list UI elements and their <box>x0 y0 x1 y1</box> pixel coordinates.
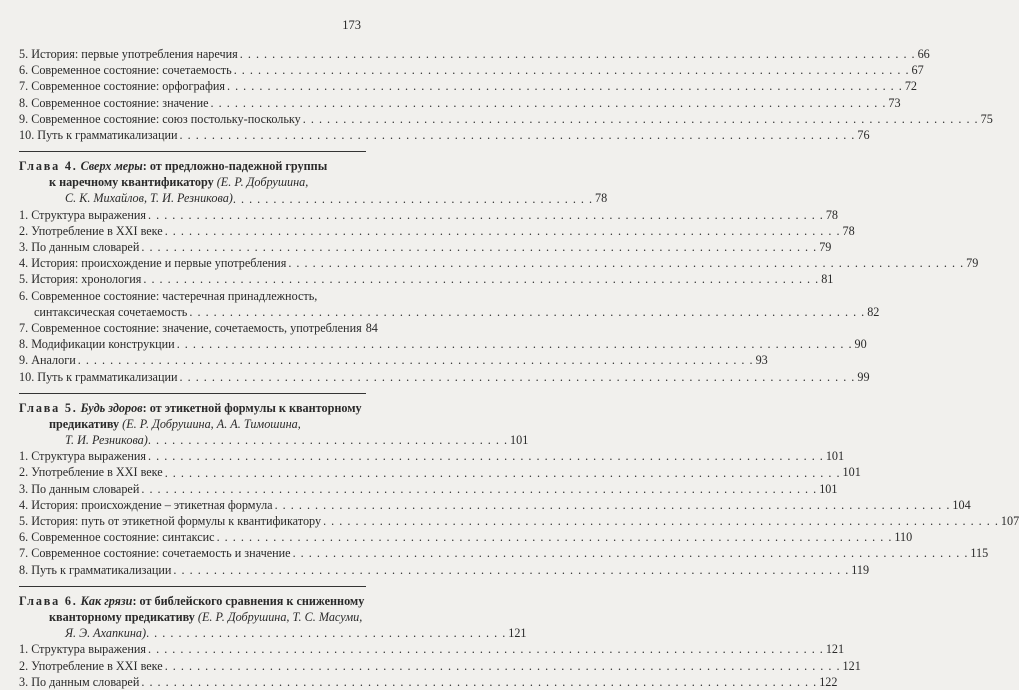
dot-leader <box>234 62 910 78</box>
toc-entry-label: 9. Современное состояние: союз постольку-поскольку <box>19 111 301 126</box>
toc-entry[interactable] <box>19 111 993 127</box>
toc-entry-label: 1. Структура выражения <box>19 642 146 657</box>
toc-entry-page: 79 <box>966 256 979 271</box>
chapter-authors-continued: С. К. Михайлов, Т. И. Резникова) <box>65 191 233 206</box>
chapter3-tail-section <box>19 46 993 143</box>
toc-entry[interactable] <box>19 497 971 513</box>
toc-entry[interactable] <box>19 78 917 94</box>
toc-entry-label-continued: синтаксическая сочетаемость <box>34 304 188 319</box>
toc-entry-label: 5. История: путь от этикетной формулы к квантификатору <box>19 514 322 529</box>
toc-entry-page: 110 <box>894 530 913 545</box>
chapter-authors: (Е. Р. Добрушина, А. А. Тимошина, <box>122 416 301 431</box>
toc-entry-label: 8. Модификации конструкции <box>19 337 175 352</box>
toc-entry-page: 76 <box>857 127 870 142</box>
toc-entry-label: 9. Аналоги <box>19 353 76 368</box>
chapter-title: Как грязи <box>80 593 133 608</box>
toc-entry[interactable] <box>19 127 870 143</box>
toc-entry-page: 101 <box>825 449 845 464</box>
toc-entry-page: 79 <box>819 240 832 255</box>
toc-entry-label: 5. История: хронология <box>19 272 142 287</box>
toc-entry-page: 101 <box>819 481 838 496</box>
dot-leader <box>303 111 979 127</box>
toc-entry[interactable] <box>19 62 924 78</box>
toc-entry[interactable] <box>19 658 861 674</box>
chapter-subtitle: : от предложно-падежной группы <box>142 159 328 174</box>
toc-entry[interactable] <box>19 369 870 385</box>
dot-leader <box>148 207 824 223</box>
chapter-page: 101 <box>510 433 529 448</box>
chapter-title: Будь здоров <box>80 400 143 415</box>
toc-entry[interactable] <box>19 562 870 578</box>
chapter-title: Сверх меры <box>80 159 143 174</box>
toc-entry-page: 84 <box>365 320 378 335</box>
toc-entry-page: 67 <box>911 63 924 78</box>
toc-entry-page: 81 <box>821 272 834 287</box>
toc-entry-page: 104 <box>952 497 971 512</box>
toc-entry-page: 121 <box>825 642 845 657</box>
toc-entry-label: 6. Современное состояние: сочетаемость <box>19 63 232 78</box>
dot-leader <box>146 625 506 641</box>
dot-leader <box>78 352 754 368</box>
toc-entry-multiline[interactable] <box>19 288 880 320</box>
toc-entry[interactable] <box>19 207 839 223</box>
chapter-authors-continued: Я. Э. Ахапкина) <box>65 626 147 641</box>
toc-entry[interactable] <box>19 674 838 690</box>
dot-leader <box>211 95 887 111</box>
toc-entry[interactable] <box>19 641 845 657</box>
toc-entry-label: 6. Современное состояние: синтаксис <box>19 530 215 545</box>
dot-leader <box>141 239 817 255</box>
toc-entry-page: 73 <box>888 95 901 110</box>
section-divider <box>19 586 366 587</box>
toc-entry[interactable] <box>19 513 1019 529</box>
toc-entry-page: 101 <box>842 465 861 480</box>
dot-leader <box>233 191 593 207</box>
chapter6-heading[interactable] <box>19 593 527 642</box>
toc-entry-page: 121 <box>842 658 861 673</box>
toc-entry-label: 1. Структура выражения <box>19 207 146 222</box>
page-number: 173 <box>342 18 361 32</box>
toc-entry[interactable] <box>19 255 979 271</box>
toc-entry-page: 115 <box>970 546 989 561</box>
dot-leader <box>217 529 893 545</box>
dot-leader <box>148 432 508 448</box>
dot-leader <box>165 223 841 239</box>
chapter-page: 121 <box>508 626 527 641</box>
dot-leader <box>275 497 951 513</box>
chapter4-section <box>19 158 979 385</box>
toc-entry-page: 66 <box>917 46 930 61</box>
dot-leader <box>141 674 817 690</box>
toc-entry-label: 7. Современное состояние: сочетаемость и значение <box>19 546 291 561</box>
chapter-page: 78 <box>595 191 608 206</box>
chapter-prefix: Глава 6. <box>19 593 78 608</box>
toc-entry[interactable] <box>19 529 913 545</box>
dot-leader <box>141 481 817 497</box>
chapter-subtitle-continued: предикативу <box>49 416 120 431</box>
dot-leader <box>165 658 841 674</box>
chapter-subtitle-continued: к наречному квантификатору <box>49 175 214 190</box>
toc-entry[interactable] <box>19 465 861 481</box>
chapter6-section <box>19 593 861 690</box>
chapter-subtitle: : от библейского сравнения к сниженному <box>132 593 365 608</box>
dot-leader <box>240 46 916 62</box>
toc-entry-page: 90 <box>854 337 867 352</box>
toc-entry[interactable] <box>19 545 989 561</box>
chapter5-section <box>19 400 1019 578</box>
dot-leader <box>143 271 819 287</box>
toc-entry[interactable] <box>19 448 845 464</box>
toc-entry-page: 107 <box>1000 514 1019 529</box>
toc-entry-page: 78 <box>825 207 839 222</box>
toc-entry-label: 2. Употребление в XXI веке <box>19 223 163 238</box>
toc-entry-label: 2. Употребление в XXI веке <box>19 465 163 480</box>
section-divider <box>19 151 366 152</box>
table-of-contents <box>19 46 1019 690</box>
toc-entry-label: 7. Современное состояние: орфография <box>19 79 225 94</box>
chapter-authors: (Е. Р. Добрушина, <box>216 175 309 190</box>
toc-entry-label: 7. Современное состояние: значение, сочетаемость, употребления <box>19 320 362 335</box>
section-divider <box>19 393 366 394</box>
chapter-authors: (Е. Р. Добрушина, Т. С. Масуми, <box>197 610 363 624</box>
toc-entry-label: 10. Путь к грамматикализации <box>19 127 178 142</box>
toc-entry[interactable] <box>19 95 901 111</box>
toc-entry-page: 119 <box>851 562 870 577</box>
toc-entry-label: 10. Путь к грамматикализации <box>19 369 178 384</box>
toc-entry[interactable] <box>19 223 855 239</box>
chapter-prefix: Глава 4. <box>19 159 78 174</box>
toc-entry-page: 99 <box>857 369 870 384</box>
chapter5-heading[interactable] <box>19 400 529 449</box>
toc-entry-page: 122 <box>819 674 838 689</box>
toc-entry-label: 4. История: происхождение – этикетная формула <box>19 497 273 512</box>
toc-entry-label: 3. По данным словарей <box>19 240 140 255</box>
toc-entry-label: 8. Путь к грамматикализации <box>19 562 172 577</box>
toc-entry-page: 72 <box>904 79 917 94</box>
chapter-authors-continued: Т. И. Резникова) <box>65 433 148 448</box>
toc-entry[interactable] <box>19 352 768 368</box>
dot-leader <box>173 562 849 578</box>
toc-entry[interactable] <box>19 481 838 497</box>
dot-leader <box>227 78 903 94</box>
toc-entry-label: 5. История: первые употребления наречия <box>19 46 238 61</box>
toc-entry[interactable] <box>19 271 834 287</box>
toc-entry-label: 3. По данным словарей <box>19 674 140 689</box>
toc-entry[interactable] <box>19 336 867 352</box>
toc-entry[interactable] <box>19 320 378 336</box>
dot-leader <box>165 465 841 481</box>
dot-leader <box>323 513 999 529</box>
toc-entry-label: 6. Современное состояние: частеречная принадлежность, <box>19 288 318 303</box>
dot-leader <box>180 369 856 385</box>
toc-entry[interactable] <box>19 239 832 255</box>
toc-entry-page: 93 <box>755 353 768 368</box>
chapter-subtitle-continued: кванторному предикативу <box>49 610 195 624</box>
toc-entry-page: 82 <box>867 304 880 319</box>
chapter-subtitle: : от этикетной формулы к кванторному <box>142 400 362 415</box>
chapter4-heading[interactable] <box>19 158 608 207</box>
dot-leader <box>293 545 969 561</box>
dot-leader <box>189 304 865 320</box>
toc-entry-page: 75 <box>980 111 993 126</box>
toc-entry-label: 3. По данным словарей <box>19 481 140 496</box>
dot-leader <box>180 127 856 143</box>
toc-entry-label: 4. История: происхождение и первые употребления <box>19 256 287 271</box>
dot-leader <box>148 448 824 464</box>
toc-entry-label: 8. Современное состояние: значение <box>19 95 209 110</box>
toc-entry-page: 78 <box>842 223 855 238</box>
dot-leader <box>288 255 964 271</box>
toc-entry-label: 1. Структура выражения <box>19 449 146 464</box>
dot-leader <box>148 641 824 657</box>
chapter-prefix: Глава 5. <box>19 400 78 415</box>
dot-leader <box>177 336 853 352</box>
toc-entry-label: 2. Употребление в XXI веке <box>19 658 163 673</box>
toc-entry[interactable] <box>19 46 930 62</box>
